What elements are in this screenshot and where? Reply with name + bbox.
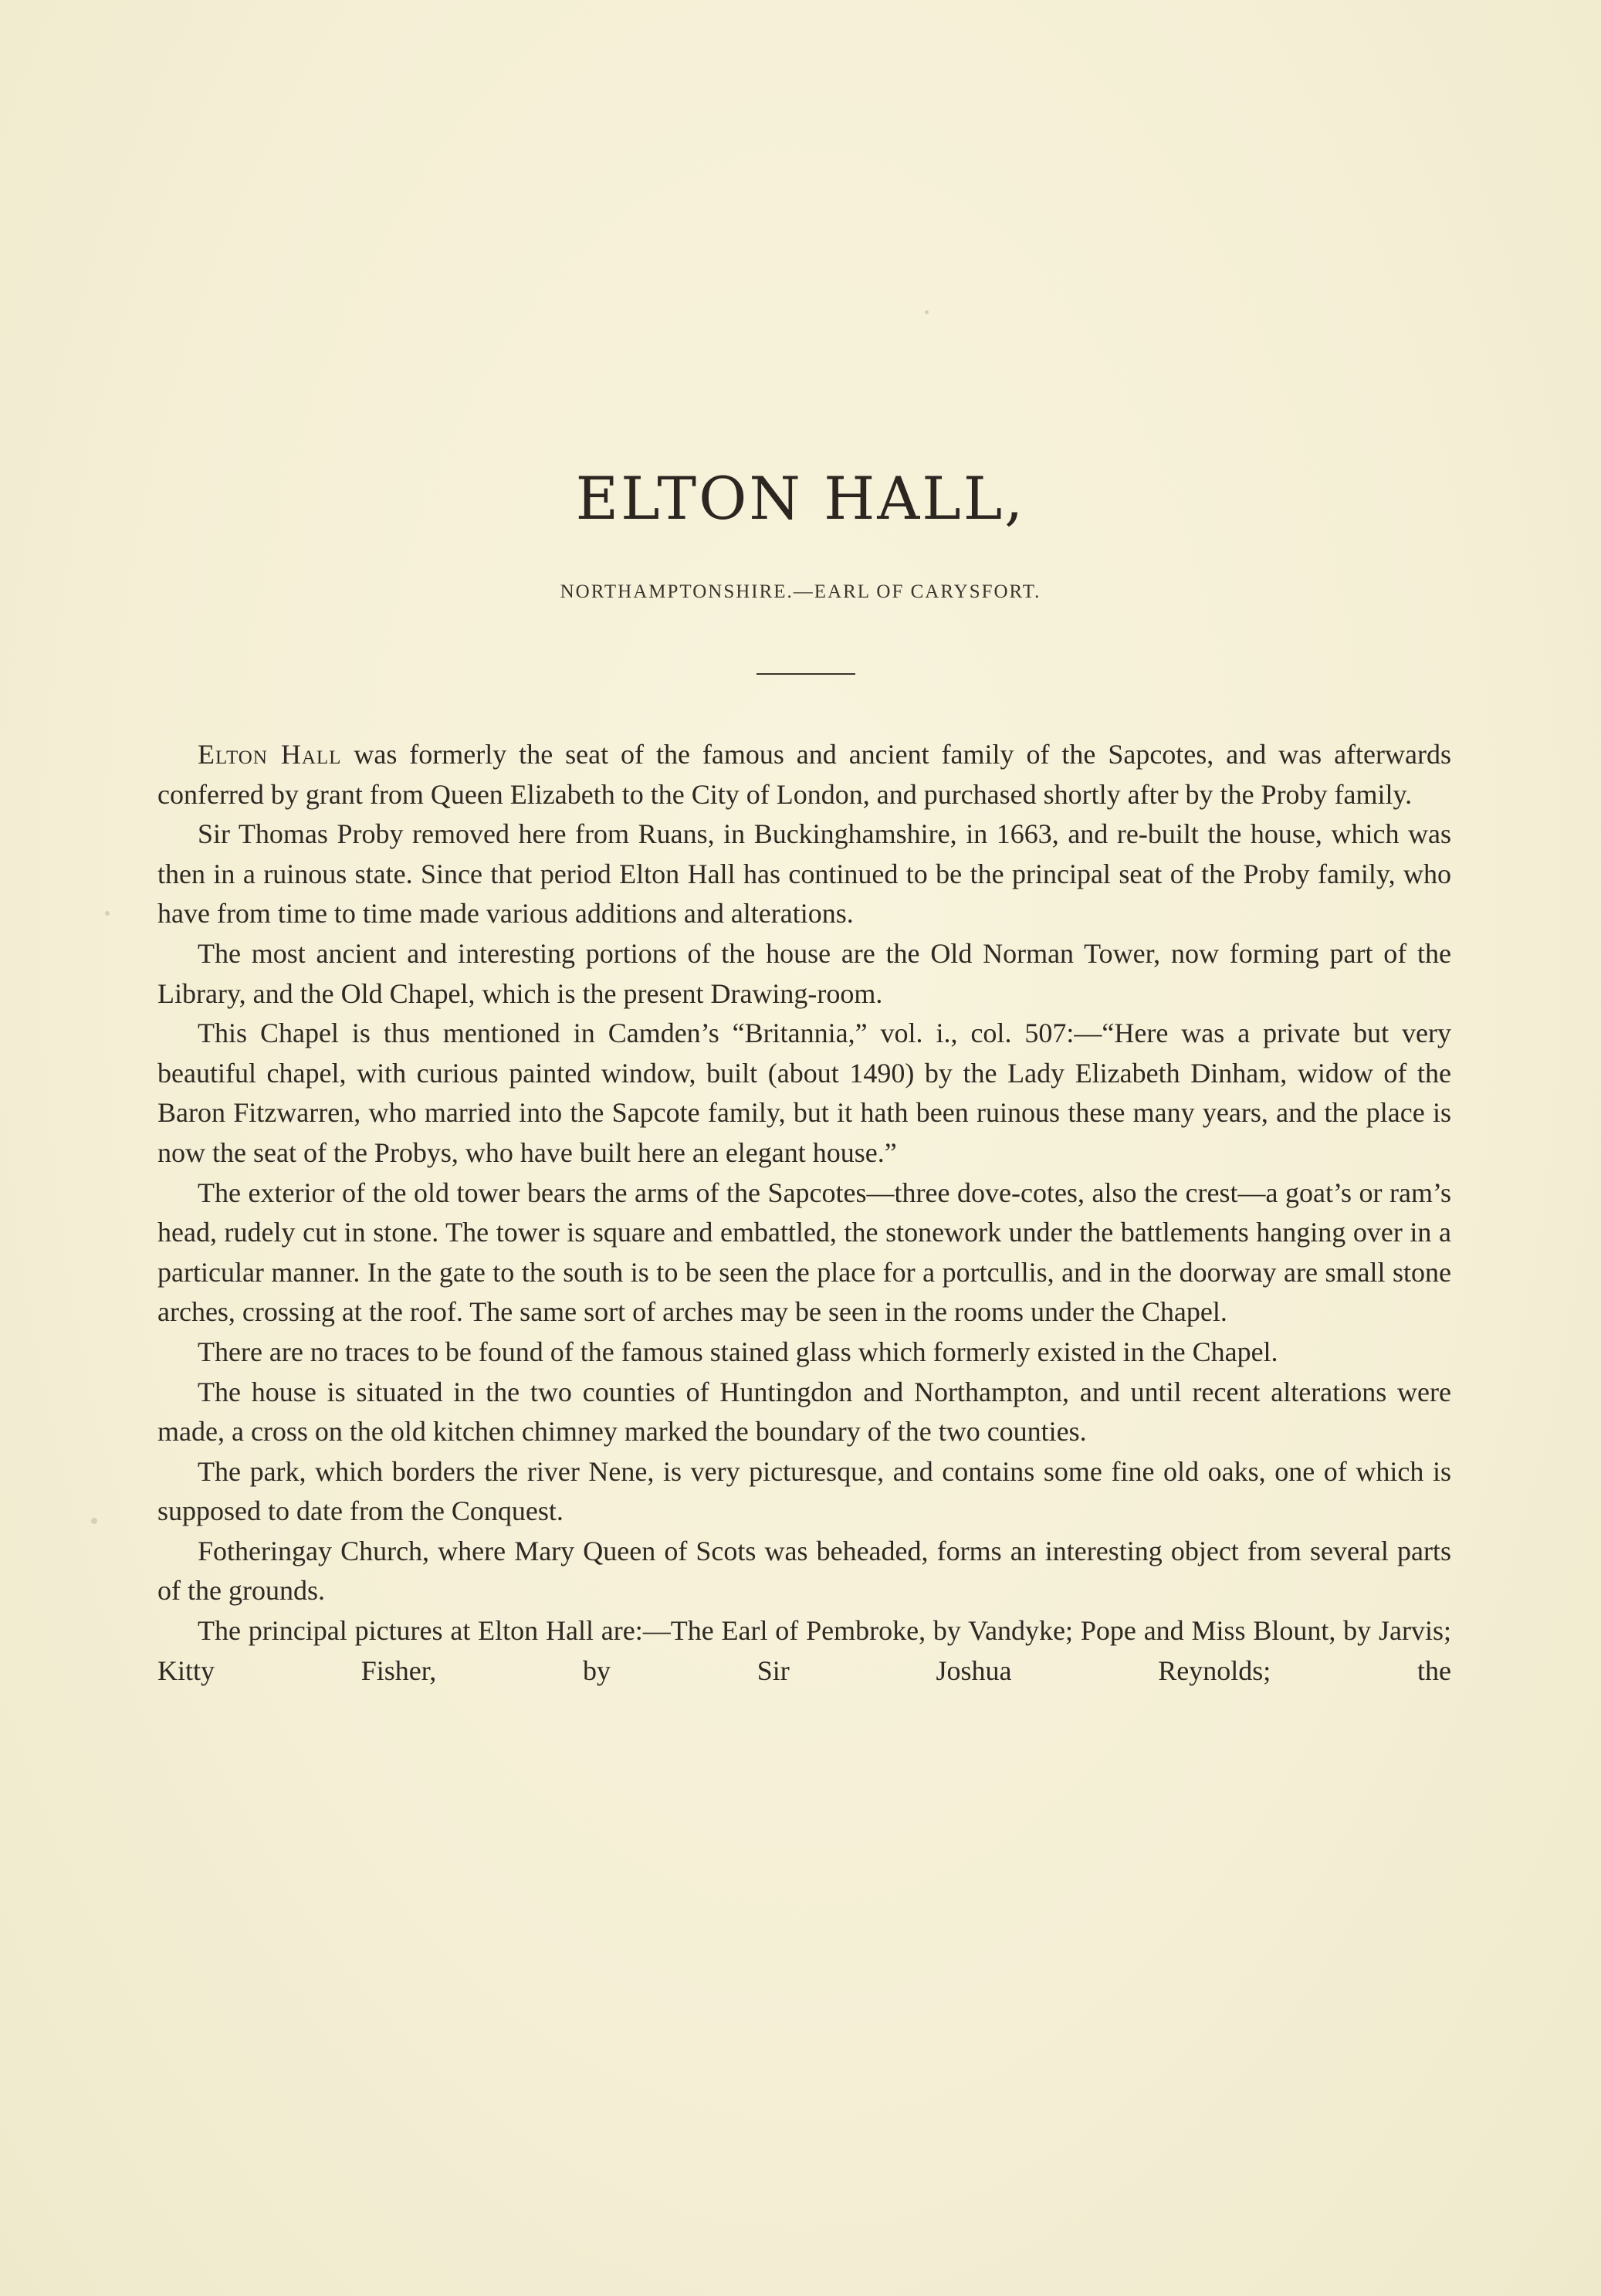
title-divider (756, 673, 855, 675)
paragraph: The house is situated in the two counties of Huntingdon and Northampton, and until recent alterations were made, a cross on the old kitchen chimney marked the boundary of the two counties. (157, 1376, 1451, 1448)
paragraph: The most ancient and interesting portions of the house are the Old Norman Tower, now forming part of the Library, and the Old Chapel, which is the present Drawing-room. (157, 937, 1451, 1009)
article-body (157, 735, 1451, 1691)
lead-in-smallcaps: Elton Hall (198, 739, 342, 770)
paragraph: This Chapel is thus mentioned in Camden’s “Britannia,” vol. i., col. 507:—“Here was a private but very beautiful chapel, with curious painted window, built (about 1490) by the Lady Elizabeth Dinham, widow of the Baron Fitzwarren, who married into the Sapcote family, but it hath been ruinous these many years, and the place is now the seat of the Probys, who have built here an elegant house.” (157, 1018, 1451, 1168)
paragraph: The park, which borders the river Nene, is very picturesque, and contains some fine old oaks, one of which is supposed to date from the Conquest. (157, 1455, 1451, 1527)
paragraph-text: was formerly the seat of the famous and ancient family of the Sapcotes, and was afterwards conferred by grant from Queen Elizabeth to the City of London, and purchased shortly after by the Proby family. (157, 739, 1451, 810)
paragraph: There are no traces to be found of the famous stained glass which formerly existed in the Chapel. (198, 1336, 1278, 1367)
paper-speck (105, 911, 110, 916)
paragraph: The principal pictures at Elton Hall are:—The Earl of Pembroke, by Vandyke; Pope and Miss Blount, by Jarvis; Kitty Fisher, by Sir Joshua Reynolds; the (157, 1615, 1451, 1686)
paragraph: Sir Thomas Proby removed here from Ruans, in Buckinghamshire, in 1663, and re-built the house, which was then in a ruinous state. Since that period Elton Hall has continued to be the principal seat of the Proby family, who have from time to time made various additions and alterations. (157, 818, 1451, 930)
paper-speck (925, 310, 929, 314)
paragraph: Fotheringay Church, where Mary Queen of Scots was beheaded, forms an interesting object from several parts of the grounds. (157, 1535, 1451, 1607)
paper-speck (91, 1518, 97, 1524)
paragraph: The exterior of the old tower bears the arms of the Sapcotes—three dove-cotes, also the crest—a goat’s or ram’s head, rudely cut in stone. The tower is square and embattled, the stonework under the battlements hanging over in a particular manner. In the gate to the south is to be seen the place for a portcullis, and in the doorway are small stone arches, crossing at the roof. The same sort of arches may be seen in the rooms under the Chapel. (157, 1177, 1451, 1328)
page-title: ELTON HALL, (575, 464, 1026, 533)
paragraph (157, 735, 1451, 814)
page-subtitle: NORTHAMPTONSHIRE.—EARL OF CARYSFORT. (560, 581, 1041, 602)
